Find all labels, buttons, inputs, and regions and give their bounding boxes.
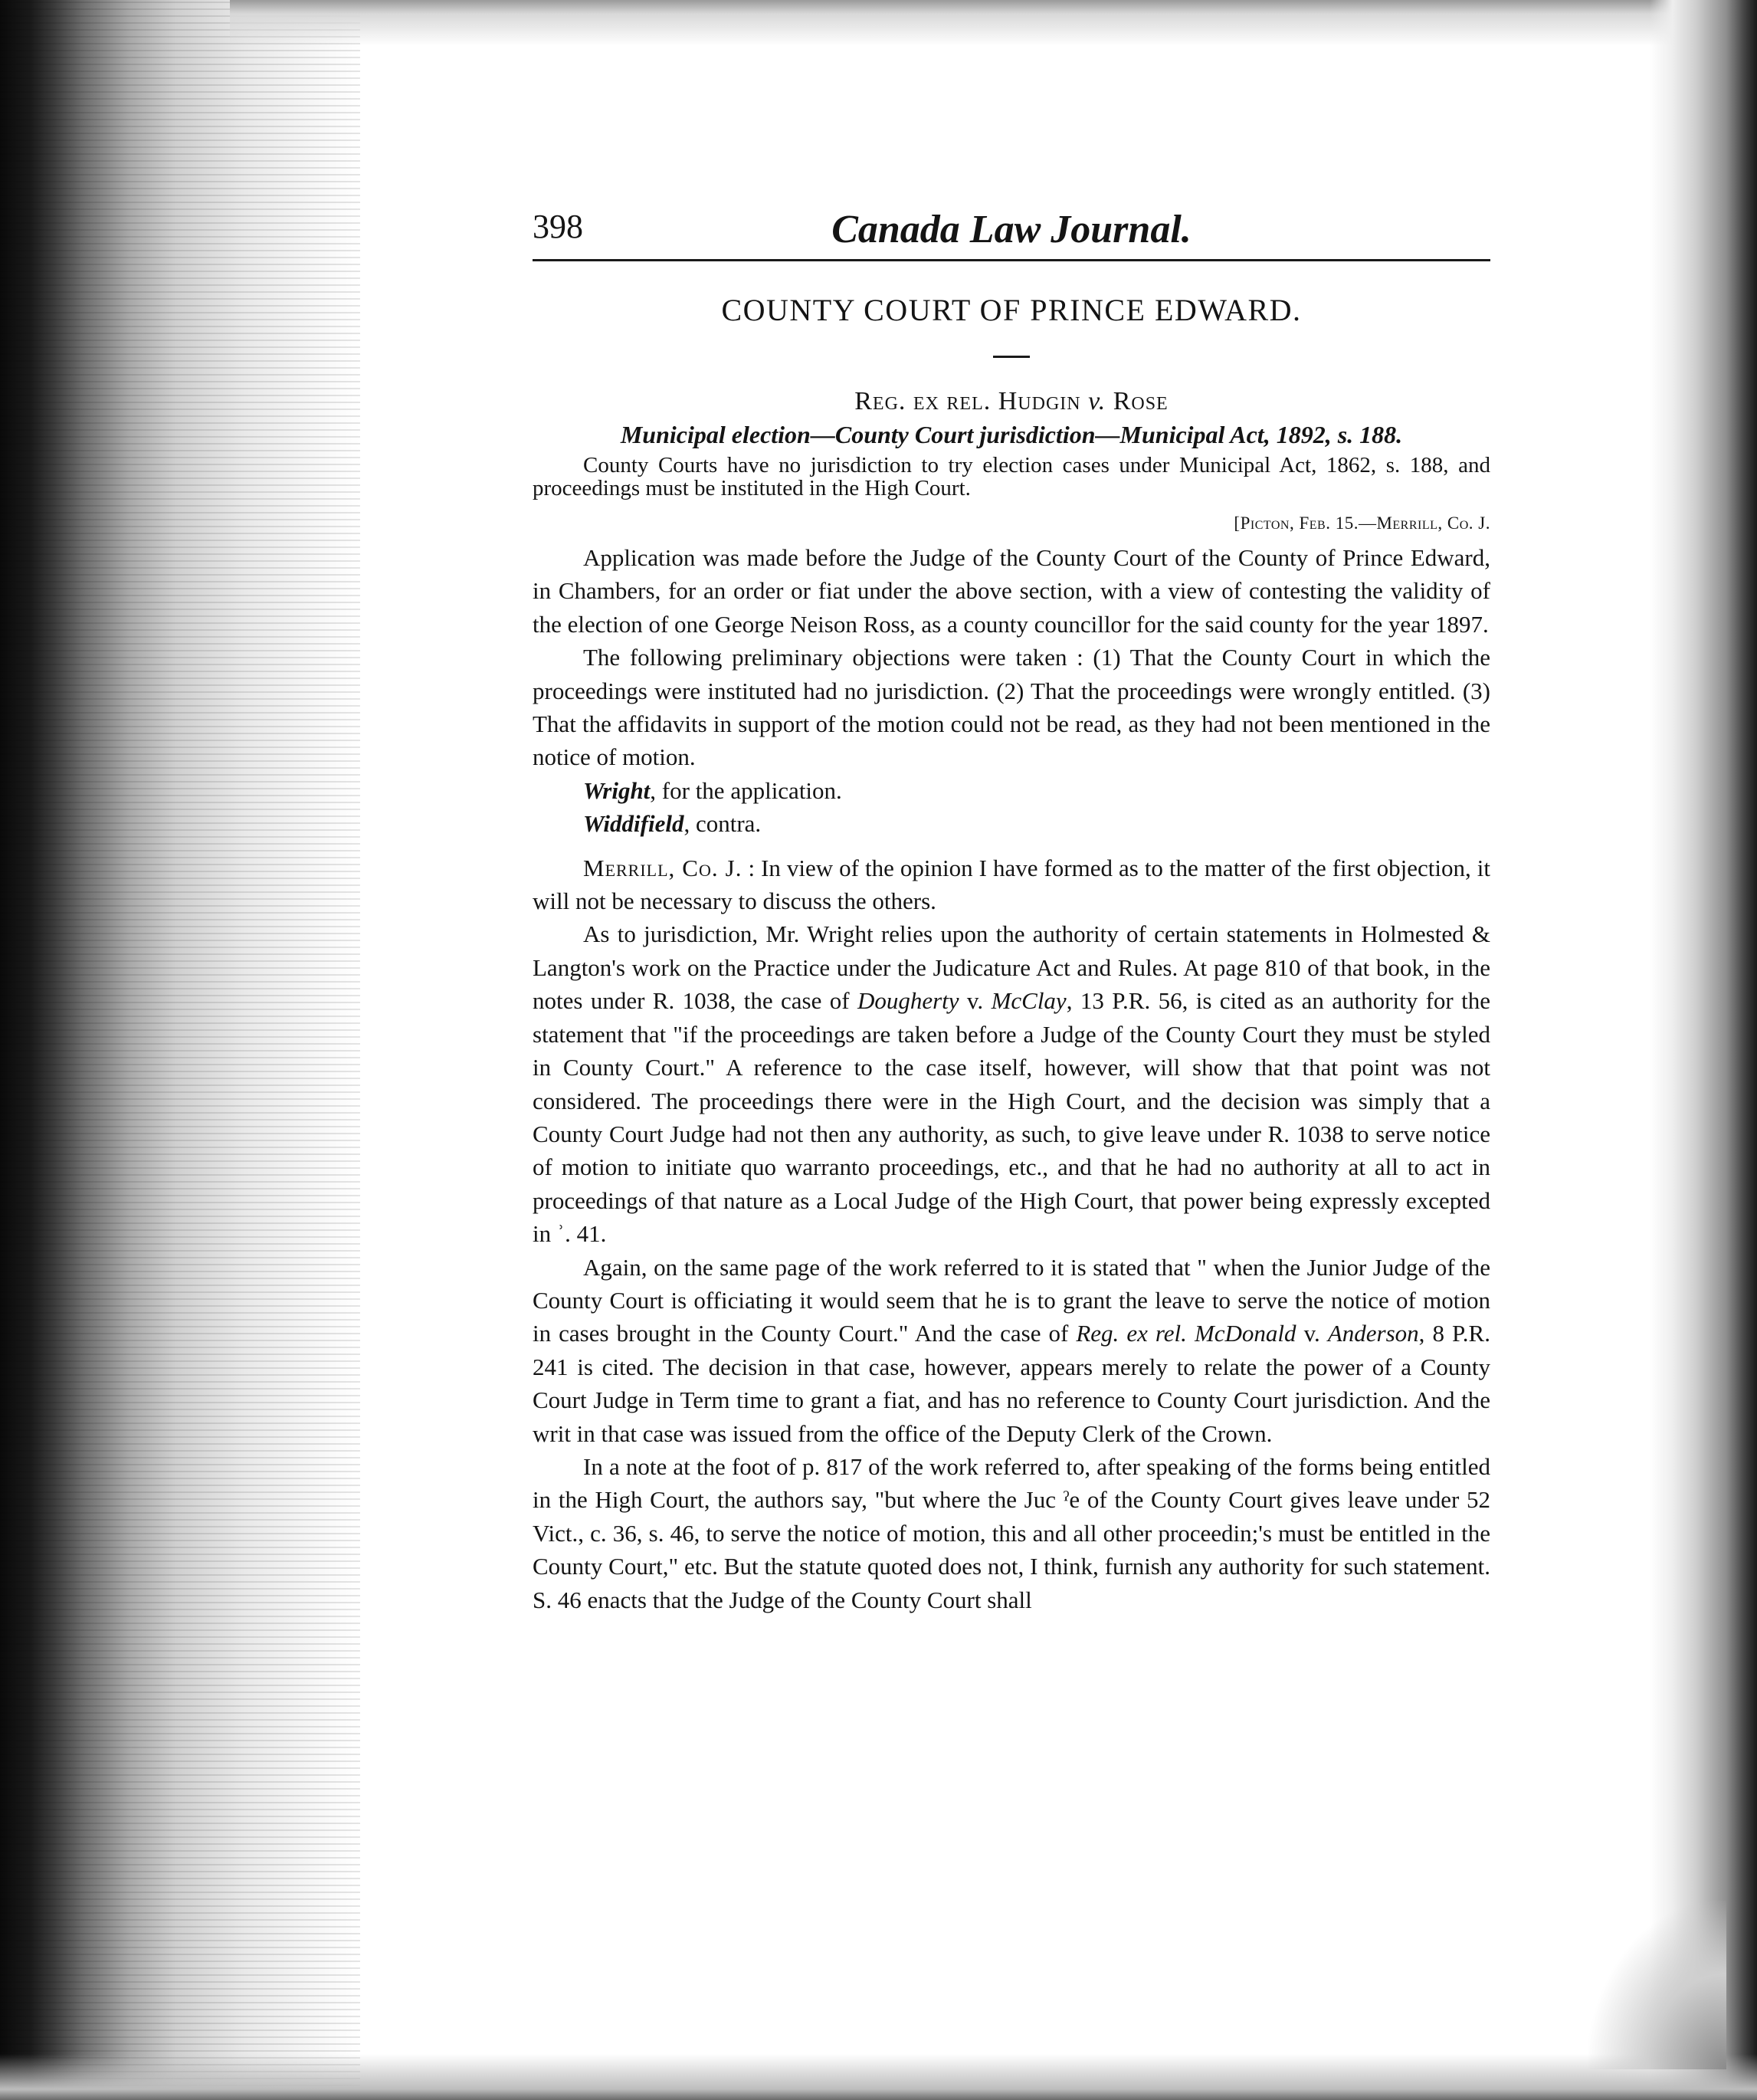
paragraph-objections: The following preliminary objections were taken : (1) That the County Court in which the proceedings were instituted had no jurisdiction. (2) That the proceedings were wrongly entitled. (3) That the affidavits in support of the motion could not be read, as they had not been mentioned in the notice of motion. [533, 644, 1490, 771]
section-divider [993, 356, 1030, 358]
scan-edge-left [0, 0, 360, 2100]
case-name-part1: Reg. ex rel. Hudgin [854, 387, 1089, 415]
judgment-opening-text: : In view of the opinion I have formed as to the matter of the first objection, it will not be necessary to discuss the others. [533, 854, 1490, 915]
case-name [533, 387, 1490, 416]
case-ref-mcclay: McClay [991, 987, 1067, 1015]
journal-title: Canada Law Journal. [831, 208, 1192, 251]
paragraph-jurisdiction [533, 917, 1490, 1250]
case-subject: Municipal election—County Court jurisdiction—Municipal Act, 1892, s. 188. [620, 421, 1403, 448]
journal-page [533, 207, 1490, 1616]
counsel-respondent-role: , contra. [683, 810, 762, 838]
jurisdiction-text-b: , 13 P.R. 56, is cited as an authority for the statement that "if the proceedings are taken before a Judge of the County Court they must be styled in County Court." A reference to the case itself, however, will show that that point was not considered. The proceedings there were in the High Court, and the decision was simply that a County Court Judge had not then any authority, as such, to give leave under R. 1038 to serve notice of motion to initiate quo warranto proceedings, etc., and that he had no authority at all to act in proceedings of that nature as a Local Judge of the High Court, that power being expressly excepted in ʾ. 41. [533, 987, 1490, 1248]
counsel-applicant-role: , for the application. [650, 776, 842, 804]
jurisdiction-text-a: As to jurisdiction, Mr. Wright relies upon the authority of certain statements in Holmested & Langton's work on the Practice under the Judicature Act and Rules. At page 810 of that book, in the notes under R. 1038, the case of [533, 920, 1490, 1015]
case-name-part2: Rose [1106, 387, 1169, 415]
case-ref-v1: v. [959, 987, 992, 1015]
paragraph-application: Application was made before the Judge of the County Court of the County of Prince Edward, in Chambers, for an order or fiat under the above section, with a view of contesting the validity of the election of one George Neison Ross, as a county councillor for the said county for the year 1897. [533, 544, 1490, 638]
junior-judge-text-a: Again, on the same page of the work referred to it is stated that " when the Junior Judge of the County Court is officiating it would seem that he is to grant the leave to serve the notice of motion in cases brought in the County Court." And the case of [533, 1253, 1490, 1347]
case-name-v: v. [1088, 387, 1106, 415]
section-title: COUNTY COURT OF PRINCE EDWARD. [721, 293, 1302, 327]
scan-edge-bottom [0, 2054, 1757, 2100]
counsel-respondent [533, 807, 1490, 840]
case-ref-dougherty: Dougherty [857, 987, 959, 1015]
running-header [533, 207, 1490, 261]
paragraph-note-817: In a note at the foot of p. 817 of the work referred to, after speaking of the forms being entitled in the High Court, the authors say, "but where the Juc ˀe of the County Court gives leave under 52 Vict., c. 36, s. 46, to serve the notice of motion, this and all other proceedin;'s must be entitled in the County Court," etc. But the statute quoted does not, I think, furnish any authority for such statement. S. 46 enacts that the Judge of the County Court shall [533, 1452, 1490, 1613]
counsel-respondent-name: Widdifield [583, 810, 684, 838]
judge-name: Merrill, Co. J. [583, 854, 742, 881]
scan-edge-top [230, 0, 1686, 46]
counsel-applicant-name: Wright [583, 776, 651, 804]
paragraph-judgment-opening [533, 851, 1490, 918]
case-ref-mcdonald: Reg. ex rel. McDonald [1076, 1320, 1296, 1347]
scan-corner-shadow [1588, 1901, 1726, 2069]
paragraph-junior-judge [533, 1251, 1490, 1450]
case-ref-anderson: Anderson [1327, 1320, 1419, 1347]
case-ref-v2: v. [1296, 1320, 1328, 1347]
scan-edge-right [1650, 0, 1757, 2100]
case-headnote: County Courts have no jurisdiction to try election cases under Municipal Act, 1862, s. 188, and proceedings must be instituted in the High Court. [533, 453, 1490, 500]
case-citation: [Picton, Feb. 15.—Merrill, Co. J. [1234, 514, 1490, 533]
counsel-applicant [533, 774, 1490, 807]
junior-judge-text-b: , 8 P.R. 241 is cited. The decision in that case, however, appears merely to relate the power of a County Court Judge in Term time to grant a fiat, and has no reference to County Court jurisdiction. And the writ in that case was issued from the office of the Deputy Clerk of the Crown. [533, 1320, 1490, 1447]
page-number: 398 [533, 208, 583, 245]
